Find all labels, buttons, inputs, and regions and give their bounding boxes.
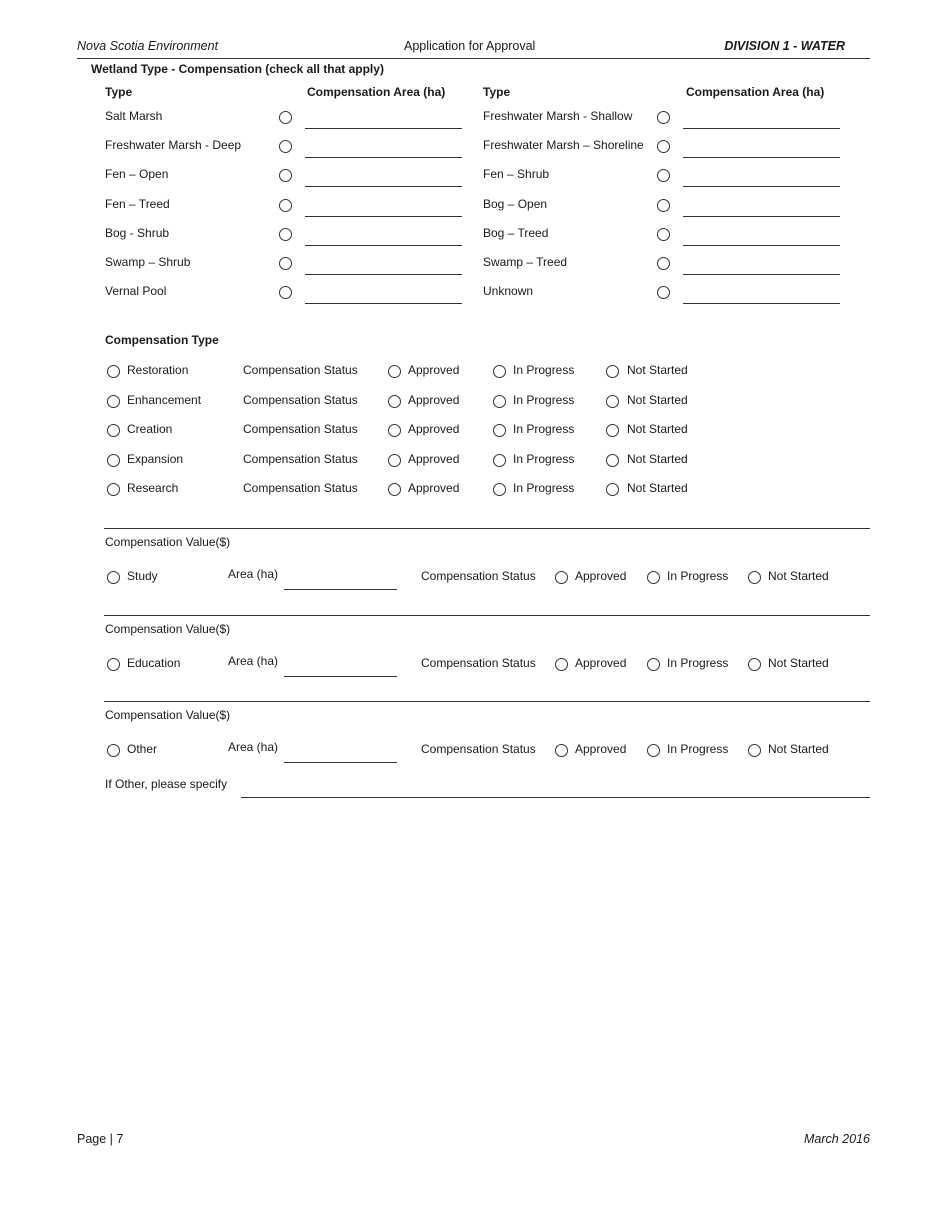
header-organization: Nova Scotia Environment bbox=[77, 39, 219, 53]
compensation-status-label: Compensation Status bbox=[243, 392, 358, 407]
creation-status-in-progress-radio[interactable] bbox=[493, 424, 506, 437]
compensation-item-label: Education bbox=[127, 656, 181, 670]
wetland-freshwater-marsh-shallow-area-input[interactable] bbox=[683, 128, 840, 129]
wetland-bog-treed-checkbox[interactable] bbox=[657, 228, 670, 241]
wetland-freshwater-marsh-shoreline-checkbox[interactable] bbox=[657, 140, 670, 153]
creation-status-approved-radio[interactable] bbox=[388, 424, 401, 437]
compensation-status-label: Compensation Status bbox=[421, 742, 536, 756]
wetland-type-label: Freshwater Marsh - Shallow bbox=[483, 109, 633, 123]
wetland-fen-shrub-checkbox[interactable] bbox=[657, 169, 670, 182]
creation-status-not-started-radio[interactable] bbox=[606, 424, 619, 437]
compensation-type-label: Expansion bbox=[127, 451, 184, 466]
section-divider bbox=[104, 701, 870, 702]
research-status-in-progress-radio[interactable] bbox=[493, 483, 506, 496]
header-form-title: Application for Approval bbox=[404, 39, 536, 53]
wetland-fen-open-area-input[interactable] bbox=[305, 186, 462, 187]
wetland-type-label: Freshwater Marsh - Deep bbox=[105, 138, 242, 153]
wetland-type-label: Fen – Shrub bbox=[483, 167, 550, 182]
wetland-type-label: Swamp – Shrub bbox=[105, 255, 191, 269]
wetland-type-label: Bog - Shrub bbox=[105, 225, 170, 240]
restoration-status-not-started-radio[interactable] bbox=[606, 365, 619, 378]
wetland-type-label: Bog – Treed bbox=[483, 225, 549, 240]
wetland-salt-marsh-checkbox[interactable] bbox=[279, 111, 292, 124]
research-radio[interactable] bbox=[107, 483, 120, 496]
other-status-not-started-radio[interactable] bbox=[748, 744, 761, 757]
wetland-freshwater-marsh-deep-checkbox[interactable] bbox=[279, 140, 292, 153]
education-status-approved-radio[interactable] bbox=[555, 658, 568, 671]
wetland-vernal-pool-checkbox[interactable] bbox=[279, 286, 292, 299]
wetland-type-label: Fen – Treed bbox=[105, 196, 170, 211]
wetland-bog-open-area-input[interactable] bbox=[683, 216, 840, 217]
compensation-status-label: Compensation Status bbox=[243, 481, 358, 496]
study-area-input[interactable] bbox=[284, 589, 397, 590]
status-option-label: Not Started bbox=[627, 451, 688, 466]
enhancement-status-not-started-radio[interactable] bbox=[606, 395, 619, 408]
compensation-type-title: Compensation Type bbox=[105, 333, 219, 347]
compensation-status-label: Compensation Status bbox=[421, 569, 536, 583]
compensation-status-label: Compensation Status bbox=[243, 451, 358, 466]
wetland-freshwater-marsh-shallow-checkbox[interactable] bbox=[657, 111, 670, 124]
restoration-radio[interactable] bbox=[107, 365, 120, 378]
restoration-status-in-progress-radio[interactable] bbox=[493, 365, 506, 378]
status-option-label: Approved bbox=[408, 392, 460, 407]
other-status-in-progress-radio[interactable] bbox=[647, 744, 660, 757]
status-option-label: Approved bbox=[408, 363, 460, 377]
education-status-in-progress-radio[interactable] bbox=[647, 658, 660, 671]
wetland-type-label: Bog – Open bbox=[483, 196, 548, 211]
compensation-value-label: Compensation Value($) bbox=[105, 708, 231, 722]
status-option-label: In Progress bbox=[667, 742, 729, 756]
enhancement-status-in-progress-radio[interactable] bbox=[493, 395, 506, 408]
status-option-label: Approved bbox=[575, 569, 627, 583]
study-status-in-progress-radio[interactable] bbox=[647, 571, 660, 584]
header-divider bbox=[77, 58, 870, 59]
wetland-unknown-area-input[interactable] bbox=[683, 303, 840, 304]
wetland-salt-marsh-area-input[interactable] bbox=[305, 128, 462, 129]
wetland-type-label: Salt Marsh bbox=[105, 109, 163, 123]
compensation-type-label: Restoration bbox=[127, 363, 189, 377]
other-area-input[interactable] bbox=[284, 762, 397, 763]
wetland-swamp-shrub-area-input[interactable] bbox=[305, 274, 462, 275]
wetland-swamp-shrub-checkbox[interactable] bbox=[279, 257, 292, 270]
wetland-type-label: Vernal Pool bbox=[105, 284, 167, 299]
other-radio[interactable] bbox=[107, 744, 120, 757]
expansion-radio[interactable] bbox=[107, 454, 120, 467]
wetland-bog-shrub-area-input[interactable] bbox=[305, 245, 462, 246]
left-type-header: Type bbox=[105, 85, 133, 99]
wetland-freshwater-marsh-deep-area-input[interactable] bbox=[305, 157, 462, 158]
compensation-item-label: Study bbox=[127, 569, 158, 583]
page-number: Page | 7 bbox=[77, 1132, 124, 1146]
section-divider bbox=[104, 528, 870, 529]
footer-date: March 2016 bbox=[803, 1132, 870, 1146]
study-status-not-started-radio[interactable] bbox=[748, 571, 761, 584]
compensation-type-label: Enhancement bbox=[127, 392, 202, 407]
expansion-status-not-started-radio[interactable] bbox=[606, 454, 619, 467]
wetland-vernal-pool-area-input[interactable] bbox=[305, 303, 462, 304]
compensation-status-label: Compensation Status bbox=[421, 656, 536, 670]
wetland-swamp-treed-checkbox[interactable] bbox=[657, 257, 670, 270]
status-option-label: Not Started bbox=[627, 422, 688, 437]
status-option-label: Not Started bbox=[768, 656, 829, 670]
compensation-type-label: Research bbox=[127, 481, 179, 496]
wetland-unknown-checkbox[interactable] bbox=[657, 286, 670, 299]
left-area-header: Compensation Area (ha) bbox=[307, 85, 446, 99]
area-label: Area (ha) bbox=[228, 654, 279, 668]
wetland-bog-open-checkbox[interactable] bbox=[657, 199, 670, 212]
status-option-label: In Progress bbox=[513, 363, 575, 377]
status-option-label: Approved bbox=[575, 656, 627, 670]
wetland-bog-treed-area-input[interactable] bbox=[683, 245, 840, 246]
expansion-status-in-progress-radio[interactable] bbox=[493, 454, 506, 467]
status-option-label: In Progress bbox=[513, 481, 575, 496]
education-status-not-started-radio[interactable] bbox=[748, 658, 761, 671]
status-option-label: Approved bbox=[408, 422, 460, 437]
compensation-type-label: Creation bbox=[127, 422, 173, 437]
area-label: Area (ha) bbox=[228, 740, 279, 754]
education-radio[interactable] bbox=[107, 658, 120, 671]
status-option-label: In Progress bbox=[513, 451, 575, 466]
wetland-section-title: Wetland Type - Compensation (check all that apply) bbox=[91, 62, 384, 76]
wetland-fen-shrub-area-input[interactable] bbox=[683, 186, 840, 187]
compensation-item-label: Other bbox=[127, 742, 158, 756]
wetland-bog-shrub-checkbox[interactable] bbox=[279, 228, 292, 241]
right-type-header: Type bbox=[483, 85, 511, 99]
wetland-type-label: Unknown bbox=[483, 284, 534, 299]
study-radio[interactable] bbox=[107, 571, 120, 584]
status-option-label: In Progress bbox=[667, 569, 729, 583]
status-option-label: Not Started bbox=[768, 742, 829, 756]
enhancement-radio[interactable] bbox=[107, 395, 120, 408]
study-status-approved-radio[interactable] bbox=[555, 571, 568, 584]
wetland-type-label: Fen – Open bbox=[105, 167, 169, 182]
status-option-label: Not Started bbox=[768, 569, 829, 583]
status-option-label: Not Started bbox=[627, 392, 688, 407]
compensation-status-label: Compensation Status bbox=[243, 422, 358, 437]
wetland-fen-treed-area-input[interactable] bbox=[305, 216, 462, 217]
status-option-label: Approved bbox=[408, 481, 460, 496]
research-status-approved-radio[interactable] bbox=[388, 483, 401, 496]
wetland-freshwater-marsh-shoreline-area-input[interactable] bbox=[683, 157, 840, 158]
other-specify-input[interactable] bbox=[241, 797, 870, 798]
wetland-type-label: Swamp – Treed bbox=[483, 255, 568, 269]
research-status-not-started-radio[interactable] bbox=[606, 483, 619, 496]
restoration-status-approved-radio[interactable] bbox=[388, 365, 401, 378]
compensation-value-label: Compensation Value($) bbox=[105, 622, 231, 636]
status-option-label: Approved bbox=[408, 451, 460, 466]
area-label: Area (ha) bbox=[228, 567, 279, 581]
compensation-value-label: Compensation Value($) bbox=[105, 535, 231, 549]
section-divider bbox=[104, 615, 870, 616]
status-option-label: In Progress bbox=[667, 656, 729, 670]
status-option-label: In Progress bbox=[513, 422, 575, 437]
enhancement-status-approved-radio[interactable] bbox=[388, 395, 401, 408]
status-option-label: Approved bbox=[575, 742, 627, 756]
other-specify-label: If Other, please specify bbox=[105, 777, 228, 791]
status-option-label: Not Started bbox=[627, 363, 688, 377]
creation-radio[interactable] bbox=[107, 424, 120, 437]
status-option-label: Not Started bbox=[627, 481, 688, 496]
wetland-swamp-treed-area-input[interactable] bbox=[683, 274, 840, 275]
right-area-header: Compensation Area (ha) bbox=[686, 85, 825, 99]
wetland-fen-treed-checkbox[interactable] bbox=[279, 199, 292, 212]
wetland-fen-open-checkbox[interactable] bbox=[279, 169, 292, 182]
expansion-status-approved-radio[interactable] bbox=[388, 454, 401, 467]
status-option-label: In Progress bbox=[513, 392, 575, 407]
header-division: DIVISION 1 - WATER bbox=[724, 39, 845, 53]
compensation-status-label: Compensation Status bbox=[243, 363, 358, 377]
education-area-input[interactable] bbox=[284, 676, 397, 677]
other-status-approved-radio[interactable] bbox=[555, 744, 568, 757]
wetland-type-label: Freshwater Marsh – Shoreline bbox=[483, 138, 644, 153]
